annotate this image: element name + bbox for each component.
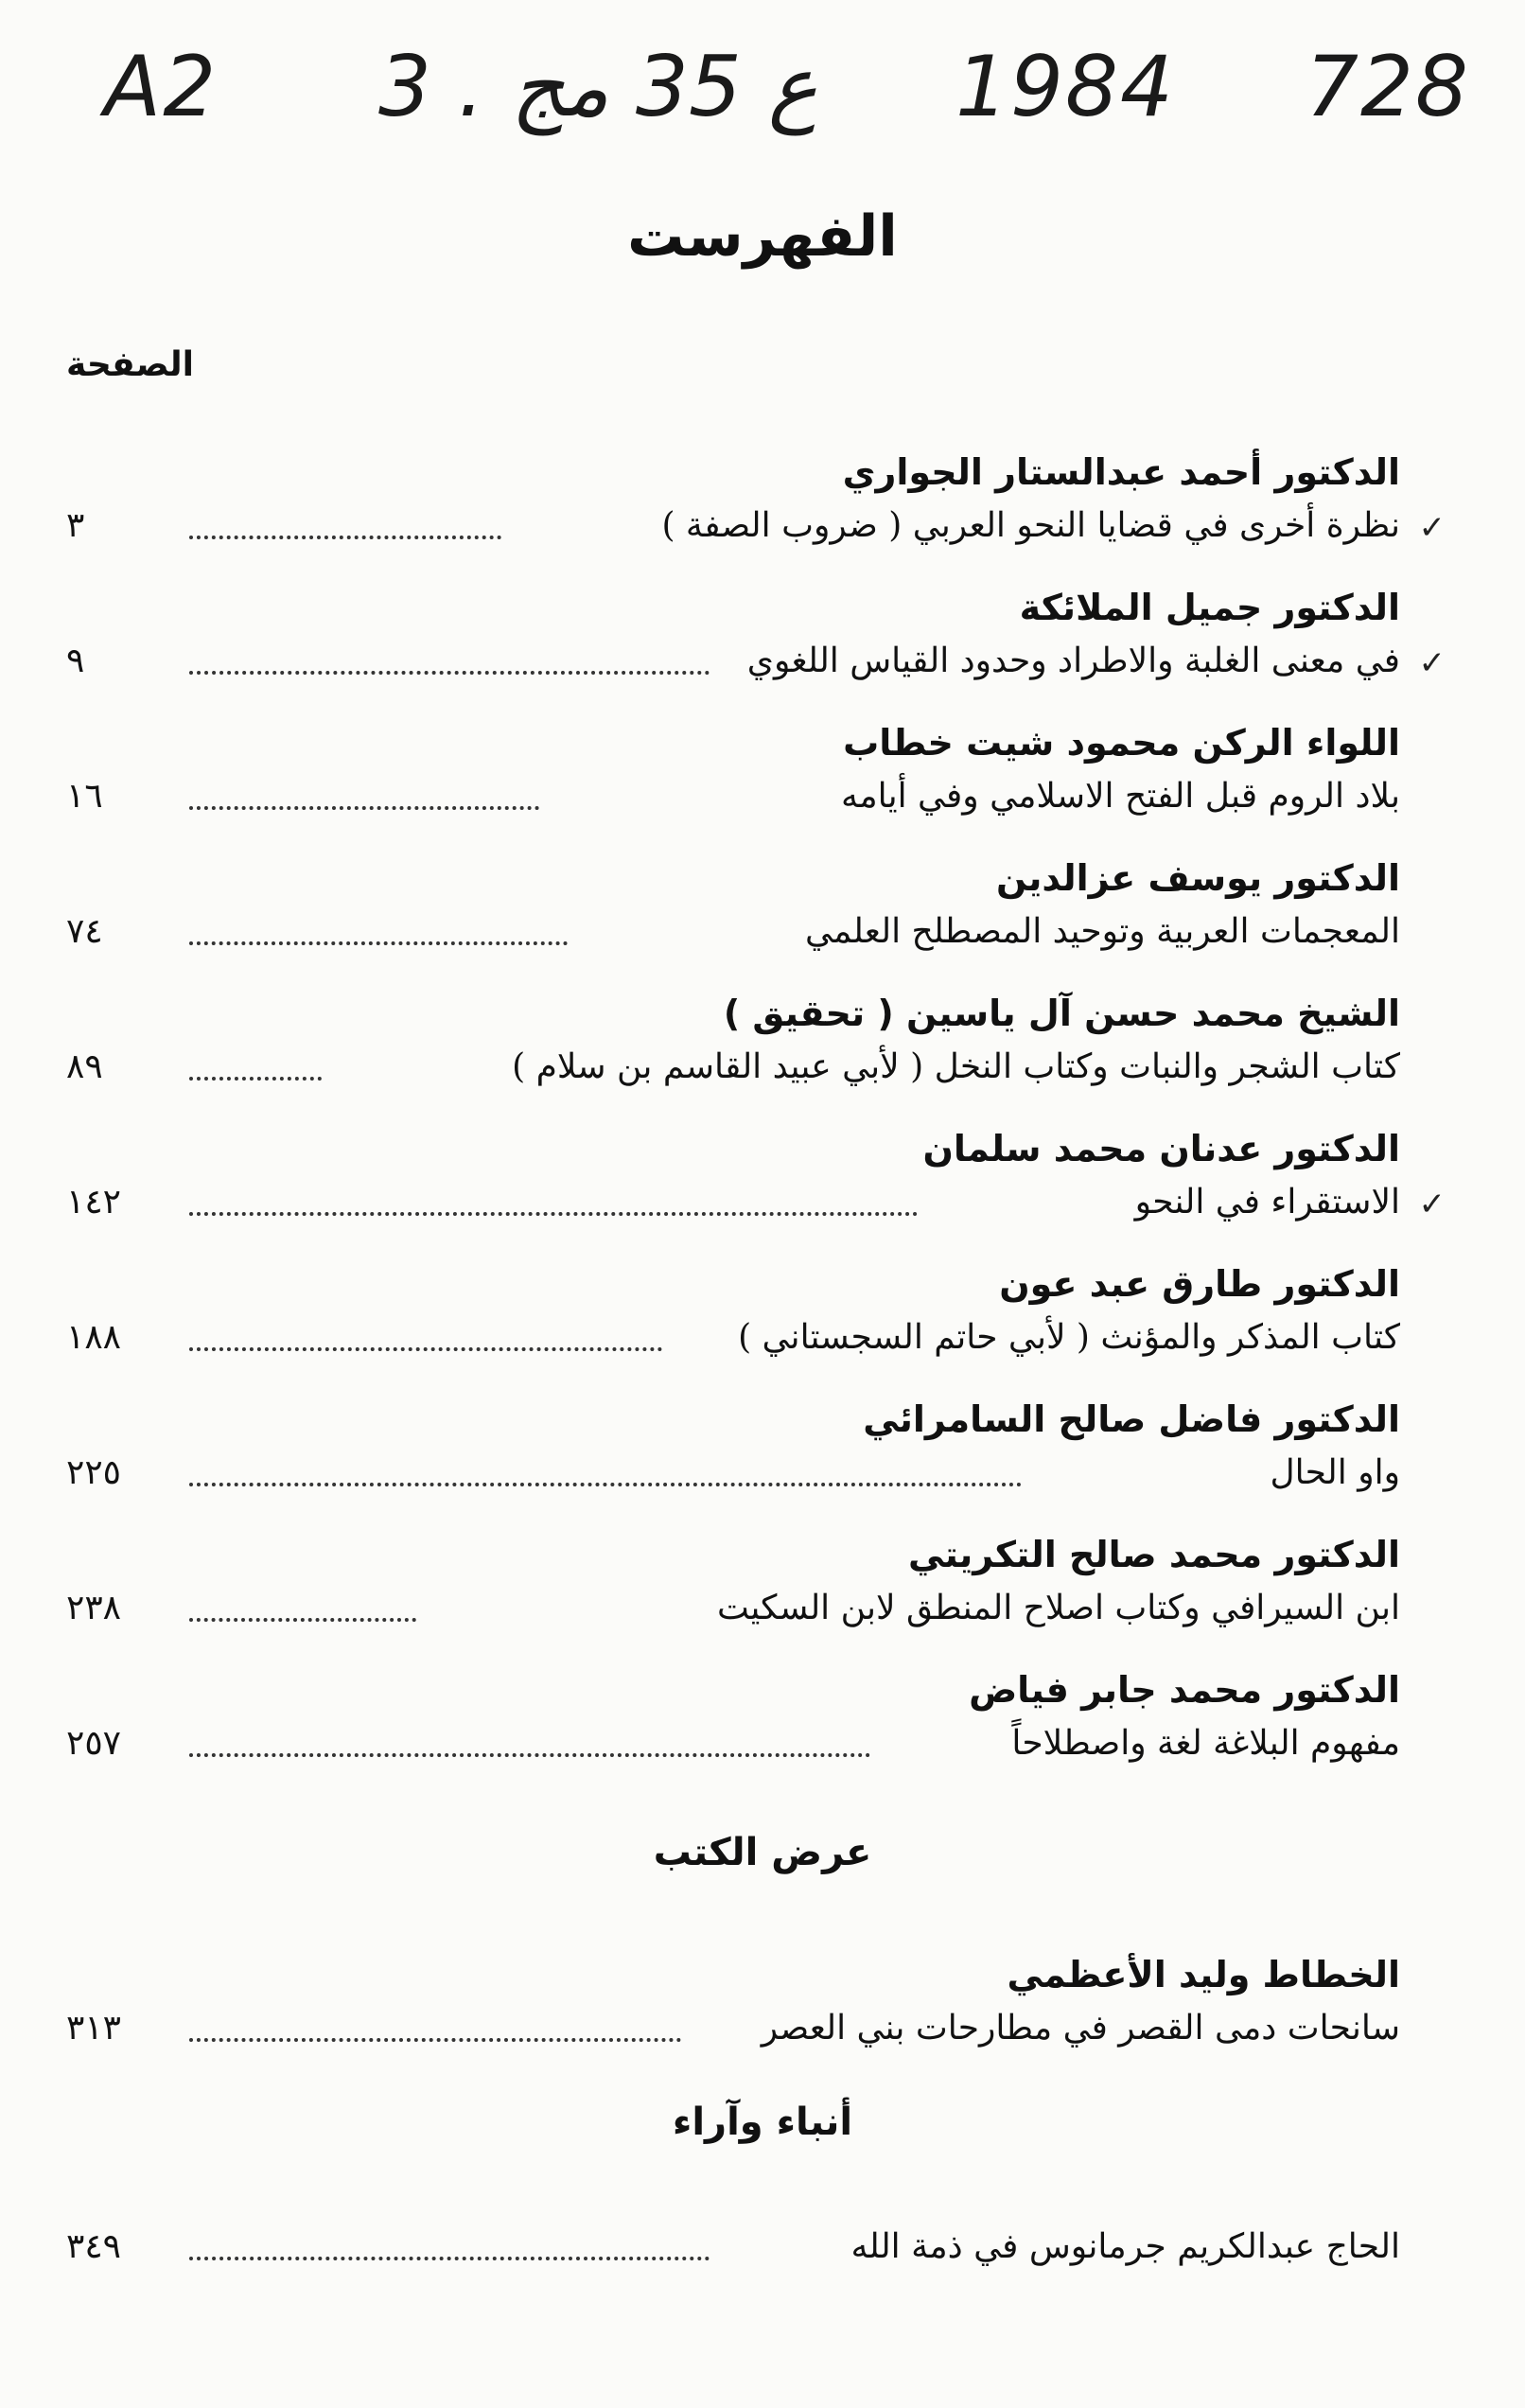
entry-page-number: ٩ — [66, 642, 85, 680]
entry-author: الدكتور جميل الملائكة — [1019, 587, 1400, 628]
entry-title-row — [66, 768, 1400, 825]
dot-leader — [189, 1212, 918, 1216]
entry-author: الدكتور طارق عبد عون — [999, 1263, 1400, 1305]
entry-author: الدكتور محمد صالح التكريتي — [908, 1534, 1400, 1575]
entry-title-row — [66, 1580, 1400, 1637]
entry-title-row — [66, 904, 1400, 960]
entry-page-number: ٨٩ — [66, 1047, 103, 1086]
entry-author: اللواء الركن محمود شيت خطاب — [843, 722, 1400, 764]
handwritten-year: 1984 — [955, 38, 1175, 135]
handwritten-reference-note — [95, 38, 1514, 180]
entry-page-number: ٣٤٩ — [66, 2227, 122, 2266]
entry-title: بلاد الروم قبل الفتح الاسلامي وفي أيامه — [841, 777, 1400, 816]
toc-entry[interactable] — [66, 580, 1446, 715]
toc-entry-news[interactable] — [66, 2219, 1400, 2285]
dot-leader — [189, 2038, 681, 2042]
handwritten-ref1: A2 — [104, 38, 219, 135]
entry-title: مفهوم البلاغة لغة واصطلاحاً — [1011, 1724, 1400, 1763]
handwritten-ref2: 3 . ع 35 مج — [378, 38, 818, 135]
dot-leader — [189, 1347, 662, 1351]
dot-leader — [189, 671, 710, 675]
entry-title: ابن السيرافي وكتاب اصلاح المنطق لابن السكيت — [717, 1589, 1400, 1627]
entry-page-number: ٢٥٧ — [66, 1724, 122, 1763]
handwritten-number: 728 — [1306, 38, 1470, 135]
dot-leader — [189, 1077, 322, 1081]
check-mark-icon: ✓ — [1418, 509, 1446, 547]
section-heading-news: أنباء وآراء — [672, 2100, 853, 2144]
entry-page-number: ١٦ — [66, 777, 103, 816]
entry-title: كتاب المذكر والمؤنث ( لأبي حاتم السجستاني ) — [738, 1318, 1400, 1357]
entry-title: واو الحال — [1270, 1453, 1400, 1492]
toc-entries — [66, 445, 1446, 1798]
entry-author: الشيخ محمد حسن آل ياسين ( تحقيق ) — [723, 993, 1400, 1034]
entry-page-number: ٢٢٥ — [66, 1453, 122, 1492]
toc-entry-books[interactable] — [66, 1947, 1400, 2070]
toc-entry[interactable] — [66, 1257, 1400, 1392]
entry-title-row — [66, 2000, 1400, 2057]
dot-leader — [189, 536, 501, 539]
entry-page-number: ١٤٢ — [66, 1183, 122, 1222]
entry-title-row — [66, 633, 1446, 690]
entry-title: المعجمات العربية وتوحيد المصطلح العلمي — [805, 912, 1400, 951]
dot-leader — [189, 1618, 416, 1622]
check-mark-icon: ✓ — [1418, 1186, 1446, 1223]
section-heading-books: عرض الكتب — [653, 1831, 872, 1874]
entry-title-row — [66, 2219, 1400, 2276]
entry-title-row — [66, 1309, 1400, 1366]
entry-title-row — [66, 1174, 1446, 1231]
entry-author: الخطاط وليد الأعظمي — [1007, 1954, 1400, 1995]
entry-author: الدكتور عدنان محمد سلمان — [922, 1128, 1400, 1169]
entry-page-number: ٧٤ — [66, 912, 103, 951]
entry-title: نظرة أخرى في قضايا النحو العربي ( ضروب الصفة ) — [661, 506, 1400, 545]
entry-author: الدكتور يوسف عزالدين — [995, 857, 1400, 899]
entry-page-number: ٢٣٨ — [66, 1589, 122, 1627]
entry-page-number: ٣ — [66, 506, 85, 545]
page-column-header: الصفحة — [66, 345, 195, 384]
entry-page-number: ٣١٣ — [66, 2009, 122, 2048]
toc-entry[interactable] — [66, 986, 1400, 1121]
dot-leader — [189, 941, 568, 945]
toc-entry[interactable] — [66, 445, 1446, 580]
entry-title-row — [66, 498, 1446, 554]
entry-title-row — [66, 1445, 1400, 1502]
toc-entry[interactable] — [66, 1662, 1400, 1798]
entry-author: الدكتور أحمد عبدالستار الجواري — [842, 451, 1400, 493]
toc-entry[interactable] — [66, 851, 1400, 986]
entry-author: الدكتور فاضل صالح السامرائي — [863, 1398, 1400, 1440]
toc-entry[interactable] — [66, 715, 1400, 851]
entry-page-number: ١٨٨ — [66, 1318, 122, 1357]
dot-leader — [189, 1483, 1022, 1486]
entry-author: الدكتور محمد جابر فياض — [969, 1669, 1400, 1711]
entry-title: كتاب الشجر والنبات وكتاب النخل ( لأبي عبيد القاسم بن سلام ) — [512, 1047, 1400, 1086]
entry-title: الاستقراء في النحو — [1134, 1183, 1400, 1222]
dot-leader — [189, 2257, 710, 2260]
toc-entry[interactable] — [66, 1527, 1400, 1662]
entry-title-row — [66, 1039, 1400, 1096]
entry-title: سانحات دمى القصر في مطارحات بني العصر — [761, 2009, 1400, 2048]
dot-leader — [189, 1753, 870, 1757]
entry-title-row — [66, 1715, 1400, 1772]
entry-title: الحاج عبدالكريم جرمانوس في ذمة الله — [850, 2227, 1400, 2266]
entry-title: في معنى الغلبة والاطراد وحدود القياس اللغوي — [746, 642, 1400, 680]
toc-entry[interactable] — [66, 1392, 1400, 1527]
toc-entry[interactable] — [66, 1121, 1446, 1257]
dot-leader — [189, 806, 539, 810]
check-mark-icon: ✓ — [1418, 644, 1446, 682]
page-title: الفهرست — [627, 203, 898, 270]
